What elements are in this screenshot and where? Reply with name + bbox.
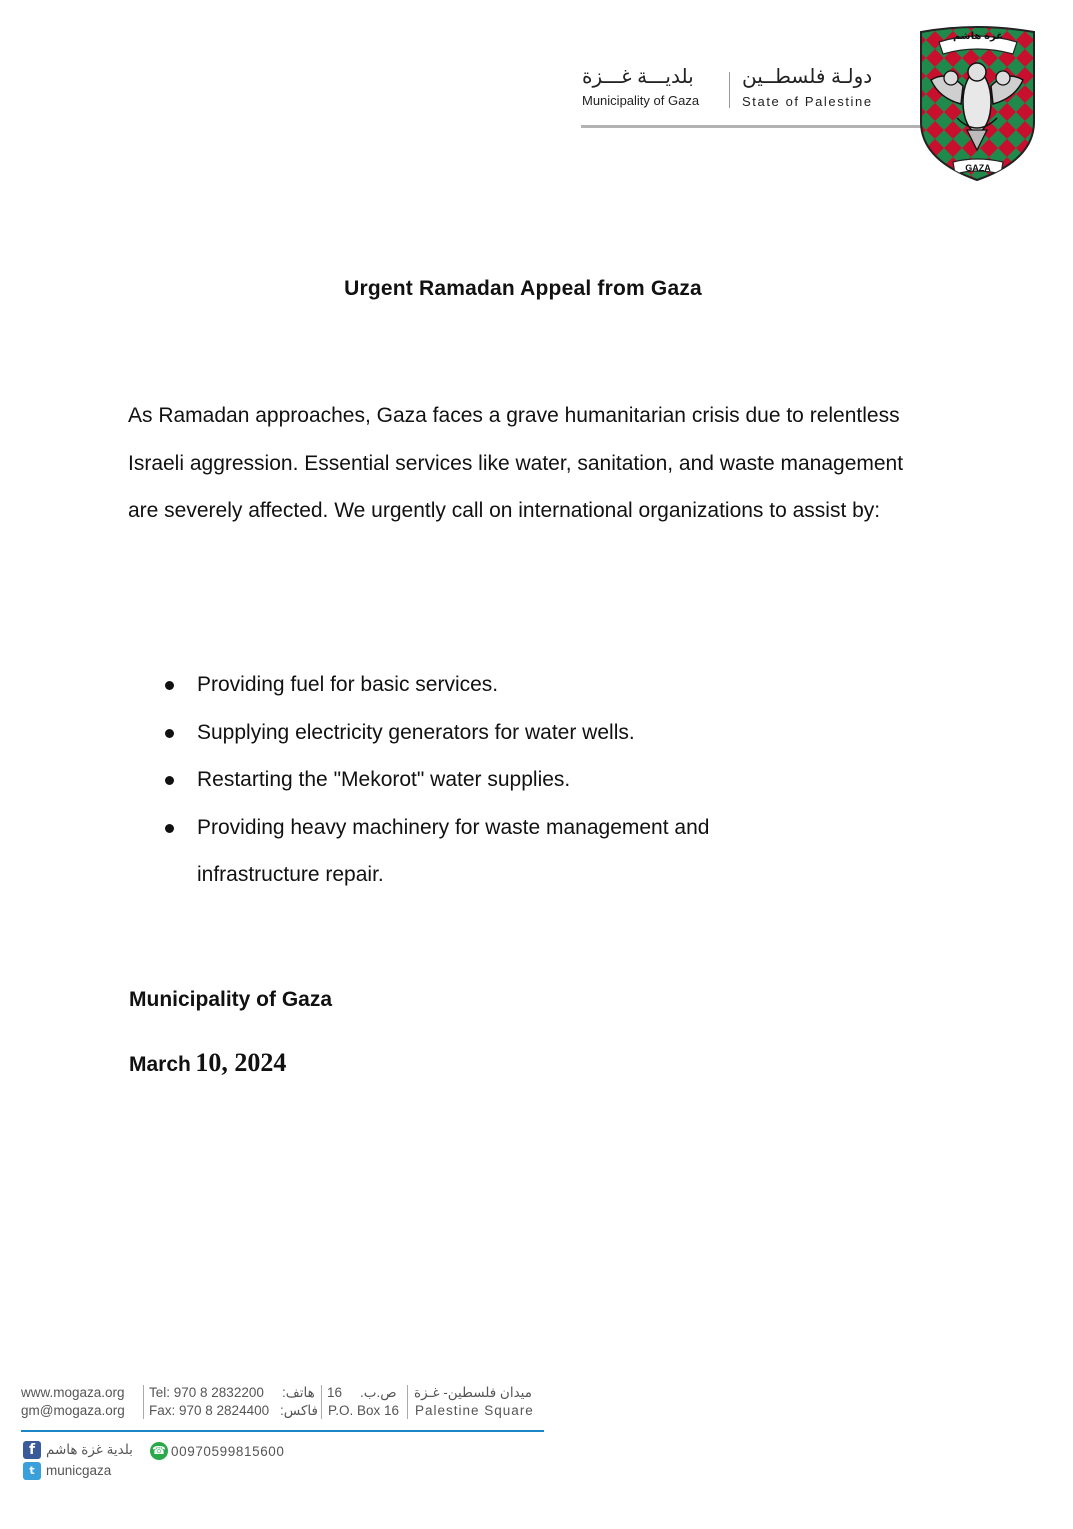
whatsapp-icon[interactable]: ☎ — [150, 1442, 168, 1460]
bullet-dot — [165, 729, 174, 738]
footer-tel: Tel: 970 8 2832200 — [149, 1385, 264, 1400]
document-title: Urgent Ramadan Appeal from Gaza — [344, 277, 702, 300]
footer-divider — [407, 1385, 408, 1419]
footer-pobox-english: P.O. Box 16 — [328, 1403, 400, 1418]
header-divider — [729, 72, 730, 108]
footer-whatsapp-number[interactable]: 00970599815600 — [171, 1444, 285, 1459]
footer-website[interactable]: www.mogaza.org — [21, 1385, 125, 1400]
footer-rule — [21, 1430, 544, 1432]
bullet-dot — [165, 776, 174, 785]
footer-fax: Fax: 970 8 2824400 — [149, 1403, 270, 1418]
municipality-name-arabic: بلديـــة غـــزة — [582, 66, 694, 88]
footer-divider — [143, 1385, 144, 1419]
list-item: Providing fuel for basic services. — [129, 661, 789, 709]
document-date: March 10, 2024 — [129, 1048, 287, 1077]
footer-twitter-handle[interactable]: municgaza — [46, 1463, 112, 1478]
municipality-name-english: Municipality of Gaza — [582, 93, 700, 108]
bullet-dot — [165, 824, 174, 833]
facebook-icon[interactable]: f — [23, 1441, 41, 1459]
footer-pobox-number: 16 — [327, 1385, 343, 1400]
state-name-english: State of Palestine — [742, 94, 873, 109]
logo-caption-arabic: غزة هاشم — [952, 31, 1004, 42]
bullet-dot — [165, 681, 174, 690]
gaza-coat-of-arms-logo — [917, 22, 1038, 182]
signature: Municipality of Gaza — [129, 988, 333, 1011]
list-item: Restarting the "Mekorot" water supplies. — [129, 756, 789, 804]
footer-address-english: Palestine Square — [415, 1403, 534, 1418]
footer-pobox-arabic: ص.ب. — [360, 1385, 397, 1400]
header-rule — [581, 125, 921, 128]
footer-divider — [321, 1385, 322, 1419]
footer-email[interactable]: gm@mogaza.org — [21, 1403, 125, 1418]
appeal-paragraph: As Ramadan approaches, Gaza faces a grave humanitarian crisis due to relentless Israeli aggression. Essential services like water, sanitation, and waste management are severely affected. We urgently call on international organizations to assist by: — [128, 404, 904, 522]
list-item: Providing heavy machinery for waste management and infrastructure repair. — [129, 804, 789, 899]
state-name-arabic: دولـة فلسطــين — [742, 66, 873, 88]
footer-address-arabic: ميدان فلسطين- غـزة — [414, 1385, 532, 1400]
footer-fax-label-arabic: فاكس: — [280, 1403, 318, 1418]
footer-facebook-handle[interactable]: بلدية غزة هاشم — [46, 1442, 133, 1457]
twitter-icon[interactable]: t — [23, 1462, 41, 1480]
logo-caption-english: GAZA — [965, 163, 991, 173]
list-item: Supplying electricity generators for water wells. — [129, 709, 789, 757]
assistance-list — [129, 661, 789, 899]
footer-tel-label-arabic: هاتف: — [282, 1385, 315, 1400]
